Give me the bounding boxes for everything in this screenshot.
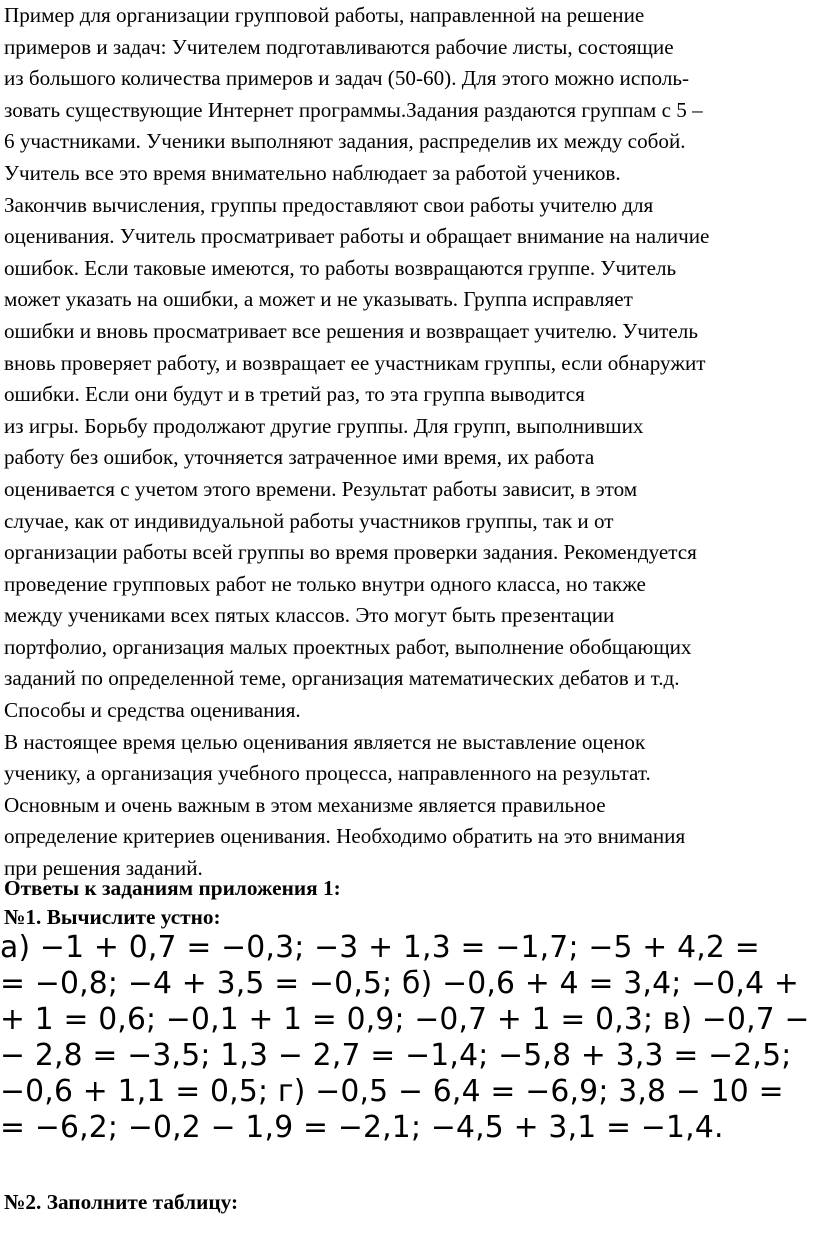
body-line: проведение групповых работ не только внутри одного класса, но также <box>3 571 646 596</box>
body-line: зовать существующие Интернет программы.Задания раздаются группам с 5 – <box>3 97 703 122</box>
body-line: оценивается с учетом этого времени. Результат работы зависит, в этом <box>3 476 638 501</box>
task1-answers <box>0 930 816 1146</box>
body-line: организации работы всей группы во время проверки задания. Рекомендуется <box>3 540 697 565</box>
body-line: между учениками всех пятых классов. Это могут быть презентации <box>3 603 615 628</box>
body-line: Способы и средства оценивания. <box>3 698 301 723</box>
task2-heading: №2. Заполните таблицу: <box>4 1190 239 1214</box>
body-line: случае, как от индивидуальной работы участников группы, так и от <box>3 508 614 533</box>
body-line: В настоящее время целью оценивания является не выставление оценок <box>3 729 646 754</box>
body-line: Учитель все это время внимательно наблюдает за работой учеников. <box>3 160 621 185</box>
body-line: оценивания. Учитель просматривает работы и обращает внимание на наличие <box>3 224 710 249</box>
body-line: ошибок. Если таковые имеются, то работы возвращаются группе. Учитель <box>3 255 677 280</box>
body-line: 6 участниками. Ученики выполняют задания, распределив их между собой. <box>3 129 686 154</box>
body-line: определение критериев оценивания. Необходимо обратить на это внимания <box>3 824 686 849</box>
body-line: заданий по определенной теме, организация математических дебатов и т.д. <box>3 666 680 691</box>
answer-line: а) −1 + 0,7 = −0,3; −3 + 1,3 = −1,7; −5 + 4,2 = <box>0 930 760 965</box>
answer-line: − 2,8 = −3,5; 1,3 − 2,7 = −1,4; −5,8 + 3,3 = −2,5; <box>0 1038 792 1073</box>
body-line: портфолио, организация малых проектных работ, выполнение обобщающих <box>3 634 692 659</box>
body-line: ученику, а организация учебного процесса, направленного на результат. <box>3 761 651 786</box>
body-line: при решения заданий. <box>3 856 203 881</box>
answer-line: −0,6 + 1,1 = 0,5; г) −0,5 − 6,4 = −6,9; 3,8 − 10 = <box>0 1074 784 1109</box>
body-line: работу без ошибок, уточняется затраченное ими время, их работа <box>3 445 595 470</box>
body-line: из игры. Борьбу продолжают другие группы. Для групп, выполнивших <box>3 413 644 438</box>
body-line: Закончив вычисления, группы предоставляют свои работы учителю для <box>3 192 654 217</box>
answer-line: = −0,8; −4 + 3,5 = −0,5; б) −0,6 + 4 = 3,4; −0,4 + <box>0 966 800 1001</box>
answers-headings <box>4 874 341 932</box>
body-line: примеров и задач: Учителем подготавливаются рабочие листы, состоящие <box>3 34 674 59</box>
body-line: ошибки. Если они будут и в третий раз, то эта группа выводится <box>3 382 585 407</box>
body-line: Основным и очень важным в этом механизме является правильное <box>3 792 606 817</box>
answers-heading: Ответы к заданиям приложения 1: <box>4 876 341 900</box>
body-line: ошибки и вновь просматривает все решения и возвращает учителю. Учитель <box>3 318 699 343</box>
answer-line: = −6,2; −0,2 − 1,9 = −2,1; −4,5 + 3,1 = −1,4. <box>0 1110 724 1145</box>
body-line: может указать на ошибки, а может и не указывать. Группа исправляет <box>3 287 633 312</box>
body-line: вновь проверяет работу, и возвращает ее участникам группы, если обнаружит <box>3 350 706 375</box>
body-line: из большого количества примеров и задач (50-60). Для этого можно исполь- <box>3 66 690 91</box>
answer-line: + 1 = 0,6; −0,1 + 1 = 0,9; −0,7 + 1 = 0,3; в) −0,7 − <box>0 1002 810 1037</box>
task1-heading: №1. Вычислите устно: <box>4 905 221 929</box>
body-line: Пример для организации групповой работы, направленной на решение <box>3 3 645 27</box>
